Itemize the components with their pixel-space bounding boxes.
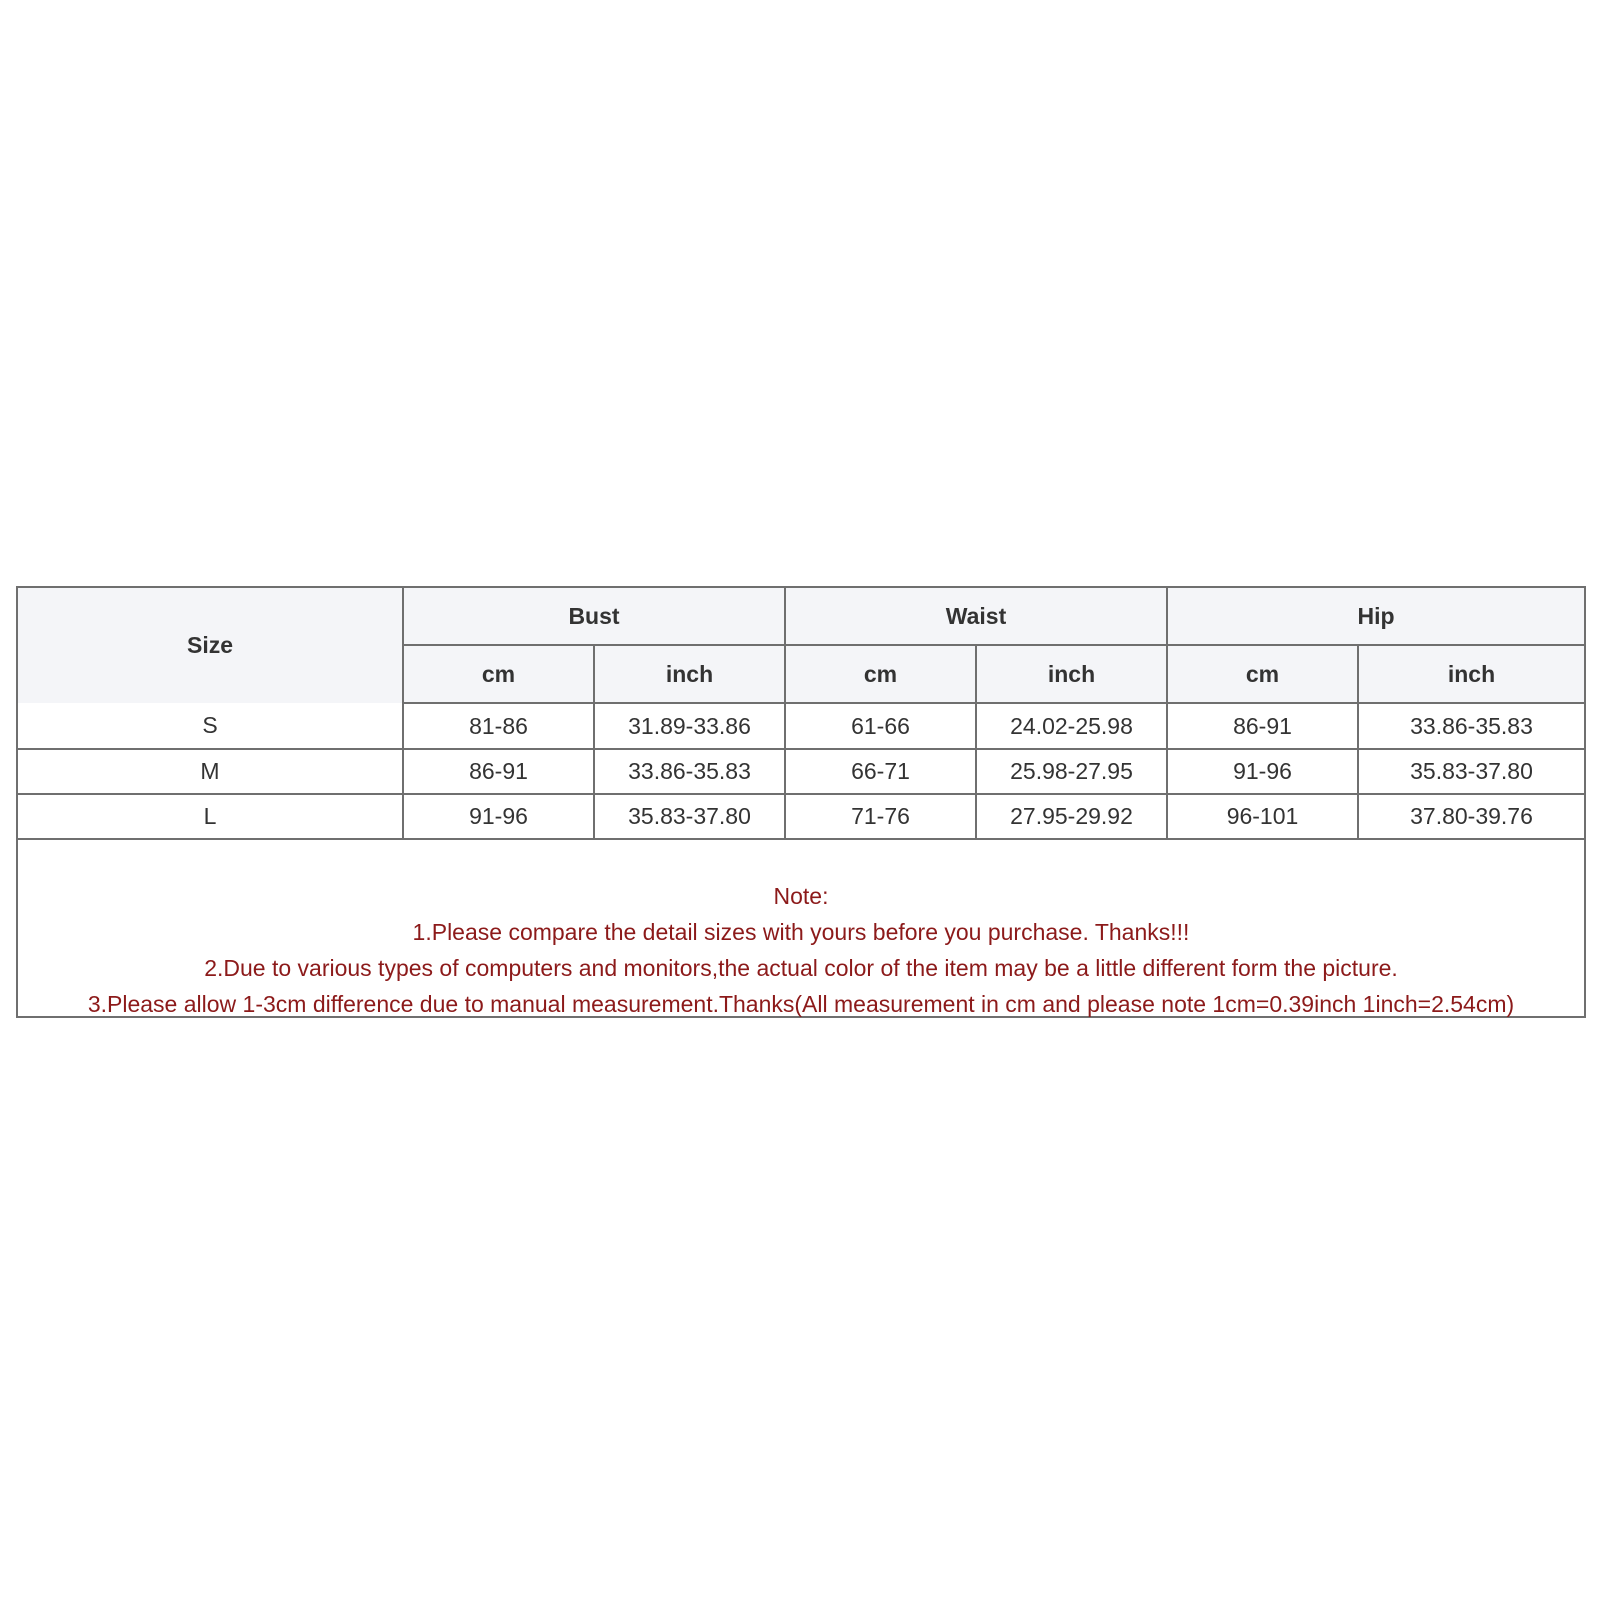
size-header: Size (18, 588, 403, 703)
table-cell: 66-71 (785, 749, 976, 794)
table-cell: 91-96 (1167, 749, 1358, 794)
waist-header: Waist (785, 588, 1167, 645)
table-row (18, 794, 1584, 839)
note-line: 1.Please compare the detail sizes with yours before you purchase. Thanks!!! (412, 919, 1190, 945)
table-row (18, 749, 1584, 794)
note-title: Note: (773, 883, 829, 909)
unit-header: inch (594, 645, 785, 703)
size-cell: S (18, 703, 403, 749)
table-cell: 96-101 (1167, 794, 1358, 839)
note-line: 3.Please allow 1-3cm difference due to manual measurement.Thanks(All measurement in cm and please note 1cm=0.39inch 1inch=2.54cm) (87, 991, 1515, 1017)
unit-header: inch (1358, 645, 1584, 703)
hip-header: Hip (1167, 588, 1584, 645)
table-row (18, 703, 1584, 749)
table-cell: 86-91 (1167, 703, 1358, 749)
header-group-row (18, 588, 1584, 645)
note-line: 2.Due to various types of computers and monitors,the actual color of the item may be a little different form the picture. (204, 955, 1398, 981)
table-cell: 91-96 (403, 794, 594, 839)
size-cell: M (18, 749, 403, 794)
table-cell: 25.98-27.95 (976, 749, 1167, 794)
table-cell: 81-86 (403, 703, 594, 749)
table-cell: 33.86-35.83 (594, 749, 785, 794)
table-cell: 33.86-35.83 (1358, 703, 1584, 749)
unit-header: cm (785, 645, 976, 703)
unit-header: inch (976, 645, 1167, 703)
size-chart (16, 586, 1586, 1018)
unit-header: cm (403, 645, 594, 703)
table-cell: 24.02-25.98 (976, 703, 1167, 749)
bust-header: Bust (403, 588, 785, 645)
table-cell: 37.80-39.76 (1358, 794, 1584, 839)
notes-section (18, 840, 1584, 1022)
table-cell: 27.95-29.92 (976, 794, 1167, 839)
table-cell: 86-91 (403, 749, 594, 794)
size-cell: L (18, 794, 403, 839)
table-cell: 31.89-33.86 (594, 703, 785, 749)
table-cell: 61-66 (785, 703, 976, 749)
table-cell: 35.83-37.80 (594, 794, 785, 839)
unit-header: cm (1167, 645, 1358, 703)
table-cell: 35.83-37.80 (1358, 749, 1584, 794)
size-table (18, 588, 1584, 840)
table-cell: 71-76 (785, 794, 976, 839)
